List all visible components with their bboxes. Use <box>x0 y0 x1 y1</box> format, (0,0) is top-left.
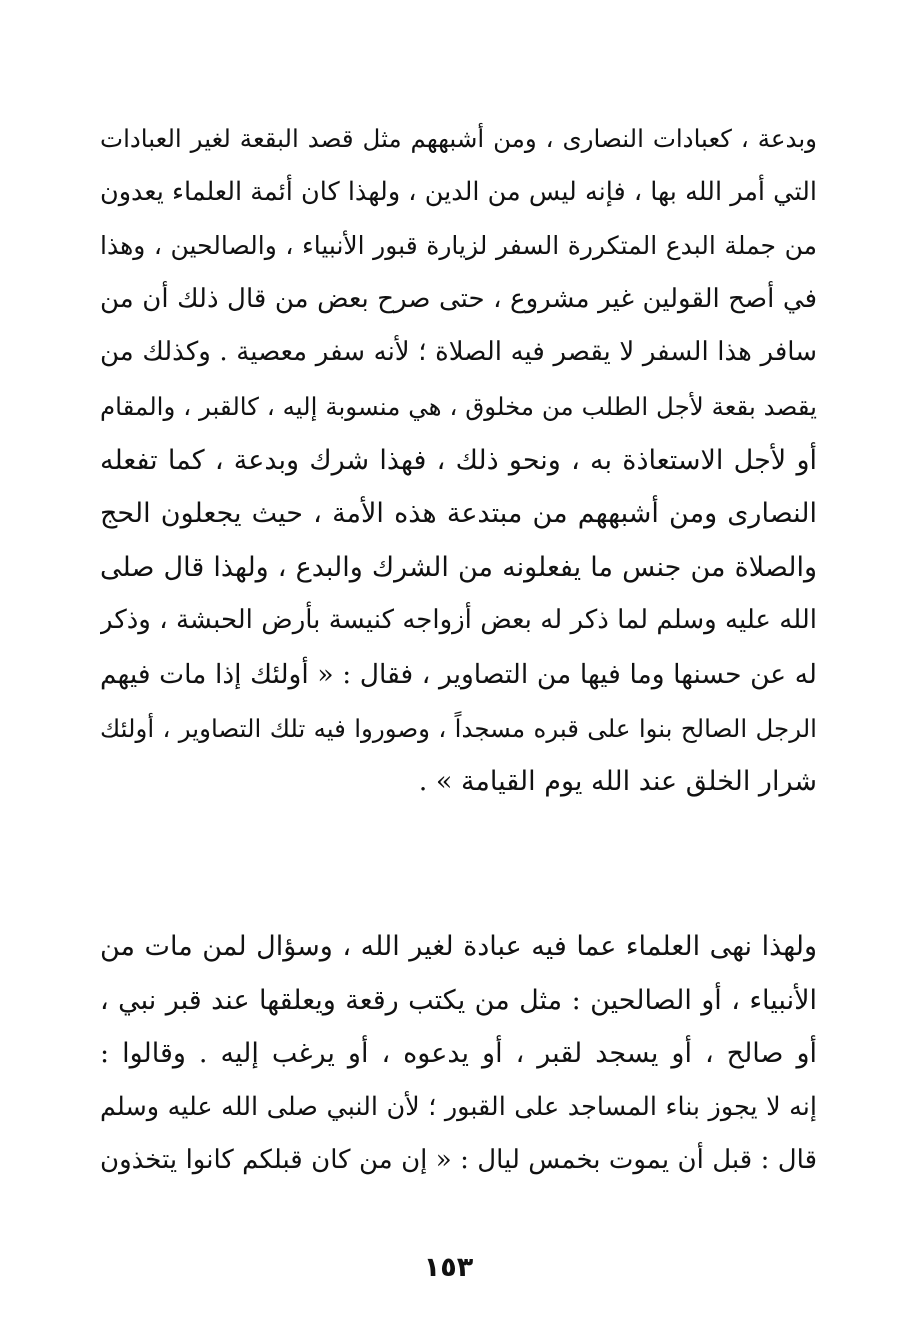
paragraph-2 <box>100 920 817 1188</box>
text-line: أو لأجل الاستعاذة به ، ونحو ذلك ، فهذا شرك وبدعة ، كما تفعله <box>100 444 817 476</box>
text-line: النصارى ومن أشبههم من مبتدعة هذه الأمة ، حيث يجعلون الحج <box>100 498 817 530</box>
text-line: قال : قبل أن يموت بخمس ليال : « إن من كان قبلكم كانوا يتخذون <box>100 1145 817 1176</box>
page-number: ١٥٣ <box>423 1252 474 1283</box>
text-line: في أصح القولين غير مشروع ، حتى صرح بعض من قال ذلك أن من <box>100 283 817 314</box>
text-line: يقصد بقعة لأجل الطلب من مخلوق ، هي منسوبة إليه ، كالقبر ، والمقام <box>100 391 817 421</box>
text-line: الله عليه وسلم لما ذكر له بعض أزواجه كنيسة بأرض الحبشة ، وذكر <box>100 605 817 636</box>
text-line: إنه لا يجوز بناء المساجد على القبور ؛ لأن النبي صلى الله عليه وسلم <box>100 1091 817 1122</box>
text-line: له عن حسنها وما فيها من التصاوير ، فقال : « أولئك إذا مات فيهم <box>100 658 817 690</box>
text-line: التي أمر الله بها ، فإنه ليس من الدين ، ولهذا كان أئمة العلماء يعدون <box>100 176 817 207</box>
text-line: سافر هذا السفر لا يقصر فيه الصلاة ؛ لأنه سفر معصية . وكذلك من <box>100 337 817 368</box>
paragraph-1 <box>100 112 817 809</box>
text-line: من جملة البدع المتكررة السفر لزيارة قبور الأنبياء ، والصالحين ، وهذا <box>100 231 817 261</box>
text-line: أو صالح ، أو يسجد لقبر ، أو يدعوه ، أو يرغب إليه . وقالوا : <box>100 1038 817 1070</box>
text-line-last: شرار الخلق عند الله يوم القيامة » . <box>418 766 817 798</box>
text-line: وبدعة ، كعبادات النصارى ، ومن أشبههم مثل قصد البقعة لغير العبادات <box>100 124 817 153</box>
text-line: الرجل الصالح بنوا على قبره مسجداً ، وصوروا فيه تلك التصاوير ، أولئك <box>100 713 817 743</box>
text-line: الأنبياء ، أو الصالحين : مثل من يكتب رقعة ويعلقها عند قبر نبي ، <box>100 984 817 1016</box>
text-line: ولهذا نهى العلماء عما فيه عبادة لغير الله ، وسؤال لمن مات من <box>100 931 817 962</box>
text-line: والصلاة من جنس ما يفعلونه من الشرك والبدع ، ولهذا قال صلى <box>100 551 817 583</box>
